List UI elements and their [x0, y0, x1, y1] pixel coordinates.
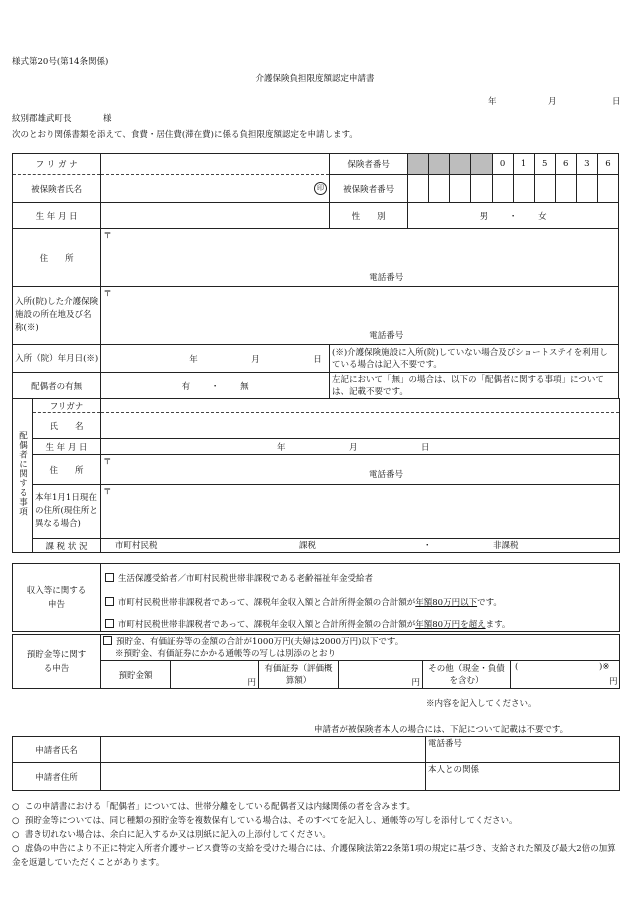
sex-options[interactable] [408, 203, 619, 229]
spouse-yes[interactable]: 有 [181, 381, 191, 392]
savings-checkbox[interactable] [103, 636, 112, 645]
insured-digit[interactable] [597, 175, 618, 203]
insured-digit[interactable] [576, 175, 597, 203]
adm-month: 月 [251, 355, 260, 365]
spouse-dob-field[interactable] [101, 439, 620, 455]
proxy-address-field[interactable] [101, 763, 426, 791]
address-label: 住 所 [13, 229, 101, 287]
form-number: 様式第20号(第14条関係) [12, 57, 109, 67]
insurer-digit: 1 [513, 154, 534, 175]
insurer-digit: 6 [597, 154, 618, 175]
sex-male[interactable]: 男 [479, 211, 489, 222]
tax-municipal: 市町村民税 [115, 541, 158, 551]
dob-label: 生 年 月 日 [13, 203, 101, 229]
income-checkbox-2[interactable] [105, 597, 114, 606]
proxy-relation-label: 本人との関係 [428, 765, 480, 775]
spouse-furigana-label: フリガナ [33, 399, 101, 413]
proxy-name-label: 申請者氏名 [13, 737, 101, 763]
spouse-table [12, 398, 620, 553]
spouse-furigana-field[interactable] [101, 399, 620, 413]
tax-non-taxed[interactable]: 非課税 [493, 541, 519, 551]
proxy-phone-label: 電話番号 [428, 739, 463, 749]
admission-date-field[interactable] [101, 345, 330, 373]
tax-status-label: 課 税 状 況 [33, 539, 101, 553]
deposit-yen: 円 [247, 678, 256, 688]
securities-field[interactable] [339, 661, 423, 689]
income-option-2-end: です。 [477, 598, 502, 608]
savings-check-text: 預貯金、有価証券等の金額の合計が1000万円(夫婦は2000万円)以下です。 [116, 636, 404, 647]
note-bullet: ○ [12, 830, 20, 840]
spouse-dob-day: 日 [421, 443, 430, 453]
spouse-address-field[interactable] [101, 455, 620, 485]
insurer-digit: 5 [534, 154, 555, 175]
insurer-digit: 0 [492, 154, 513, 175]
note-1 [12, 800, 415, 812]
spouse-dob-year: 年 [277, 443, 286, 453]
proxy-address-label: 申請者住所 [13, 763, 101, 791]
savings-note: ※預貯金、有価証券にかかる通帳等の写しは別添のとおり [115, 648, 337, 659]
note-3-text: 書き切れない場合は、余白に記入するか又は別紙に記入の上添付してください。 [24, 830, 331, 840]
note-1-text: この申請書における「配偶者」については、世帯分離をしている配偶者又は内縁関係の者を含みます。 [24, 802, 415, 812]
date-day-label: 日 [612, 97, 621, 107]
addressee: 紋別郡雄武町長 [12, 114, 72, 124]
other-label: その他（現金・負債を含む） [423, 661, 511, 689]
spouse-section-label [13, 399, 33, 553]
sex-sep: ・ [508, 211, 518, 222]
admission-date-label: 入所（院）年月日(※) [13, 345, 101, 373]
insured-digit[interactable] [492, 175, 513, 203]
insured-digit[interactable] [555, 175, 576, 203]
income-table [12, 563, 620, 632]
facility-note: (※)介護保険施設に入所(院)していない場合及びショートステイを利用している場合は記入不要です。 [330, 345, 619, 373]
savings-table [12, 634, 620, 689]
insurer-digit-blank [408, 154, 429, 175]
savings-label: 預貯金等に関する申告 [13, 635, 101, 689]
date-year-label: 年 [488, 97, 497, 107]
savings-check-row[interactable] [101, 635, 620, 661]
income-option-2[interactable] [105, 596, 502, 608]
adm-year: 年 [189, 355, 198, 365]
insured-digit[interactable] [450, 175, 471, 203]
income-checkbox-1[interactable] [105, 573, 114, 582]
spouse-sep: ・ [210, 381, 220, 392]
spouse-phone-label: 電話番号 [369, 470, 404, 480]
income-option-3-text: 市町村民税世帯非課税者であって、課税年金収入額と合計所得金額の合計額が [118, 620, 416, 630]
proxy-phone-field[interactable] [426, 737, 620, 763]
facility-field[interactable] [101, 287, 619, 345]
furigana-label: フ リ ガ ナ [13, 154, 101, 175]
insured-digit[interactable] [513, 175, 534, 203]
spouse-prev-address-field[interactable] [101, 485, 620, 539]
postal-mark: 〒 [103, 231, 112, 241]
other-field[interactable] [511, 661, 620, 689]
spouse-prev-address-label: 本年1月1日現在の住所(現住所と異なる場合) [33, 485, 101, 539]
deposit-field[interactable] [171, 661, 259, 689]
note-4 [12, 842, 618, 870]
note-2-text: 預貯金等については、同じ種類の預貯金等を複数保有している場合は、そのすべてを記入し、通帳等の写しを添付してください。 [24, 816, 518, 826]
income-option-3-end: ます。 [485, 620, 511, 630]
note-4-text: 虚偽の申告により不正に特定入所者介護サービス費等の支給を受けた場合には、介護保険法第22条第1項の規定に基づき、支給された額及び最大2倍の加算金を返還していただくことがあります。 [12, 844, 616, 868]
applicant-table [12, 153, 619, 399]
facility-label: 入所(院)した介護保険施設の所在地及び名称(※) [13, 287, 101, 345]
spouse-prev-postal-mark: 〒 [103, 487, 112, 497]
other-yen: 円 [609, 677, 618, 687]
address-field[interactable] [101, 229, 619, 287]
spouse-address-label: 住 所 [33, 455, 101, 485]
income-option-2-limit: 年額80万円以下 [415, 598, 478, 608]
spouse-flag-options[interactable] [101, 373, 330, 399]
insured-name-label: 被保険者氏名 [13, 175, 101, 203]
furigana-field[interactable] [101, 154, 330, 175]
spouse-no[interactable]: 無 [240, 381, 249, 392]
spouse-postal-mark: 〒 [103, 457, 112, 467]
spouse-name-label: 氏 名 [33, 413, 101, 439]
insured-digit[interactable] [429, 175, 450, 203]
income-checkbox-3[interactable] [105, 619, 114, 628]
proxy-note: 申請者が被保険者本人の場合には、下記について記載は不要です。 [314, 725, 569, 735]
securities-label: 有価証券（評価概算額） [259, 661, 339, 689]
adm-day: 日 [313, 355, 322, 365]
proxy-table [12, 736, 620, 791]
sex-female[interactable]: 女 [538, 211, 547, 222]
address-phone-label: 電話番号 [369, 273, 404, 283]
form-title: 介護保険負担限度額認定申請書 [255, 74, 375, 84]
note-bullet: ○ [12, 844, 20, 854]
note-2 [12, 814, 518, 826]
other-paren-close: )※ [599, 662, 610, 672]
insured-digit[interactable] [471, 175, 492, 203]
date-month-label: 月 [548, 97, 557, 107]
insurer-digit: 3 [576, 154, 597, 175]
note-bullet: ○ [12, 816, 20, 826]
deposit-label: 預貯金額 [101, 661, 171, 689]
proxy-name-field[interactable] [101, 737, 426, 763]
note-bullet: ○ [12, 802, 20, 812]
intro-text: 次のとおり関係書類を添えて、食費・居住費(滞在費)に係る負担限度額認定を申請します。 [12, 130, 358, 140]
income-options [101, 564, 620, 632]
income-option-1[interactable] [105, 572, 373, 584]
sex-label: 性 別 [330, 203, 408, 229]
spouse-name-field[interactable] [101, 413, 620, 439]
savings-footnote: ※内容を記入してください。 [426, 699, 537, 709]
income-label: 収入等に関する申告 [13, 564, 101, 632]
insurer-digit-blank [429, 154, 450, 175]
spouse-dob-label: 生 年 月 日 [33, 439, 101, 455]
seal-mark: 印 [314, 182, 327, 195]
spouse-flag-label: 配偶者の有無 [13, 373, 101, 399]
tax-taxed[interactable]: 課税 [299, 541, 317, 551]
facility-phone-label: 電話番号 [369, 331, 404, 341]
insured-digit[interactable] [408, 175, 429, 203]
insured-number-label: 被保険者番号 [330, 175, 408, 203]
income-option-3[interactable] [105, 618, 510, 630]
income-option-2-text: 市町村民税世帯非課税者であって、課税年金収入額と合計所得金額の合計額が [118, 598, 416, 608]
tax-status-options[interactable] [101, 539, 620, 553]
insured-name-field[interactable] [101, 175, 330, 203]
insurer-digit-blank [471, 154, 492, 175]
facility-postal-mark: 〒 [103, 289, 112, 299]
tax-sep: ・ [423, 541, 432, 551]
addressee-honorific: 様 [103, 114, 112, 124]
income-option-1-text: 生活保護受給者／市町村民税世帯非課税である老齢福祉年金受給者 [118, 574, 374, 584]
insurer-digit-blank [450, 154, 471, 175]
insurer-digit: 6 [555, 154, 576, 175]
dob-field[interactable] [101, 203, 330, 229]
spouse-note: 左記において「無」の場合は、以下の「配偶者に関する事項」については、記載不要です。 [330, 373, 619, 399]
insured-digit[interactable] [534, 175, 555, 203]
proxy-relation-field[interactable] [426, 763, 620, 791]
spouse-dob-month: 月 [349, 443, 358, 453]
income-option-3-limit: 年額80万円を超え [415, 620, 486, 630]
spouse-section-text: 配偶者に関する事項 [17, 431, 28, 517]
note-3 [12, 828, 331, 840]
other-paren-open: ( [515, 662, 519, 672]
insurer-number-label: 保険者番号 [330, 154, 408, 175]
securities-yen: 円 [411, 678, 420, 688]
